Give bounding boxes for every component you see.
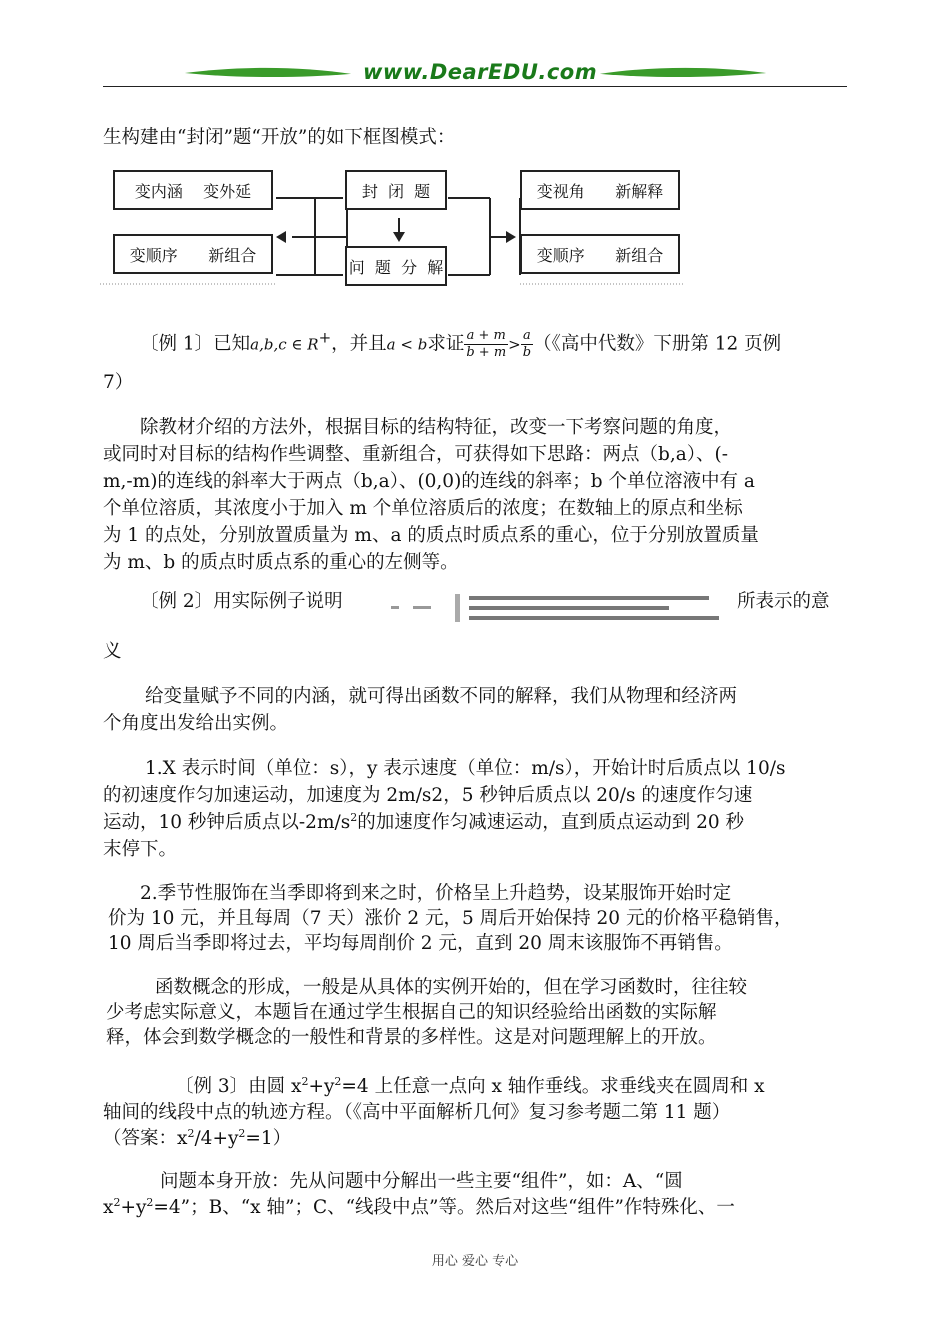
example1-fraction-right: $\frac{a}{b}$ bbox=[522, 328, 532, 360]
page-footer: 用心 爱心 专心 bbox=[431, 1254, 519, 1269]
example1-condition: a < b bbox=[386, 335, 428, 354]
box-change-perspective: 变视角 新解释 bbox=[520, 170, 680, 210]
item2-line: 10 周后当季即将过去，平均每周削价 2 元，直到 20 周末该服饰不再销售。 bbox=[108, 933, 733, 954]
para2-line: 个角度出发给出实例。 bbox=[103, 713, 289, 734]
example2-suffix: 所表示的意 bbox=[737, 591, 830, 612]
item1-line: 末停下。 bbox=[103, 839, 178, 860]
para1-line: m,-m)的连线的斜率大于两点（b,a）、(0,0)的连线的斜率；b 个单位溶液中有 a bbox=[103, 471, 755, 492]
example3-line: 〔例 3〕由圆 $x^2+y^2=4$ 上任意一点向 x 轴作垂线。求垂线夹在圆周和 x bbox=[175, 1075, 765, 1097]
right-arrowhead bbox=[506, 231, 516, 243]
page-header bbox=[103, 58, 847, 90]
para3-line: 少考虑实际意义，本题旨在通过学生根据自己的知识经验给出函数的实际解 bbox=[106, 1002, 717, 1023]
example1-fraction-left: $\frac{a + m}{b + m}$ bbox=[466, 328, 507, 360]
para1-line: 除教材介绍的方法外，根据目标的结构特征，改变一下考察问题的角度， bbox=[140, 417, 733, 438]
box-change-connotation: 变内涵 变外延 bbox=[113, 170, 273, 210]
para1-line: 为 m、b 的质点时质点系的重心的左侧等。 bbox=[103, 552, 459, 573]
site-logo[interactable]: www.DearEDU.com bbox=[363, 60, 598, 84]
item1-line: 1.X 表示时间（单位：s），y 表示速度（单位：m/s），开始计时后质点以 10/s bbox=[145, 758, 786, 779]
example3-answer: （答案：$x^2/4+y^2=1$） bbox=[103, 1127, 292, 1149]
item2-line: 2.季节性服饰在当季即将到来之时，价格呈上升趋势，设某服饰开始时定 bbox=[140, 883, 732, 904]
example1-line: 〔例 1〕已知a,b,c ∈ R+，并且a < b求证 $\frac{a + m}{b + m}$ > $\frac{a}{b}$ （《高中代数》下册第 12 页例 bbox=[140, 328, 782, 360]
left-arrowhead bbox=[276, 231, 286, 243]
down-arrowhead bbox=[393, 232, 405, 242]
box-change-order-left: 变顺序 新组合 bbox=[113, 234, 273, 274]
example1-set: a,b,c ∈ R bbox=[250, 335, 319, 354]
para3-line: 函数概念的形成，一般是从具体的实例开始的，但在学习函数时，往往较 bbox=[155, 977, 748, 998]
box-closed-problem: 封 闭 题 bbox=[345, 170, 447, 210]
box-problem-decomposition: 问 题 分 解 bbox=[345, 246, 447, 286]
item2-line: 价为 10 元，并且每周（7 天）涨价 2 元，5 周后开始保持 20 元的价格平稳销售， bbox=[108, 908, 793, 929]
para1-line: 为 1 的点处，分别放置质量为 m、a 的质点时质点系的重心，位于分别放置质量 bbox=[103, 525, 759, 546]
header-rule bbox=[103, 86, 847, 87]
box-change-order-right: 变顺序 新组合 bbox=[520, 234, 680, 274]
item1-line: 的初速度作匀加速运动，加速度为 2m/s2，5 秒钟后质点以 20/s 的速度作匀速 bbox=[103, 785, 753, 806]
item1-line: 运动，10 秒钟后质点以$-2m/s^2$的加速度作匀减速运动，直到质点运动到 20 秒 bbox=[103, 811, 745, 833]
para3-line: 释，体会到数学概念的一般性和背景的多样性。这是对问题理解上的开放。 bbox=[106, 1027, 717, 1048]
left-leaf-decoration bbox=[173, 66, 363, 80]
example1-source-end: 7） bbox=[103, 372, 134, 393]
example3-line: 轴间的线段中点的轨迹方程。（《高中平面解析几何》复习参考题二第 11 题） bbox=[103, 1102, 731, 1123]
para4-line: 问题本身开放：先从问题中分解出一些主要“组件”，如：A、“圆 bbox=[160, 1171, 683, 1192]
intro-text: 生构建由“封闭”题“开放”的如下框图模式： bbox=[103, 127, 456, 148]
illegible-formula-image bbox=[383, 592, 728, 624]
para4-line: $x^2+y^2=4$”；B、“x 轴”；C、“线段中点”等。然后对这些“组件”作特殊化、一 bbox=[103, 1196, 735, 1218]
example2-suffix-end: 义 bbox=[103, 641, 122, 662]
para2-line: 给变量赋予不同的内涵，就可得出函数不同的解释，我们从物理和经济两 bbox=[145, 686, 738, 707]
right-leaf-decoration bbox=[588, 66, 778, 80]
example2-prefix: 〔例 2〕用实际例子说明 bbox=[140, 591, 343, 612]
para1-line: 个单位溶质，其浓度小于加入 m 个单位溶质后的浓度；在数轴上的原点和坐标 bbox=[103, 498, 743, 519]
para1-line: 或同时对目标的结构作些调整、重新组合，可获得如下思路：两点（b,a）、(- bbox=[103, 444, 728, 465]
